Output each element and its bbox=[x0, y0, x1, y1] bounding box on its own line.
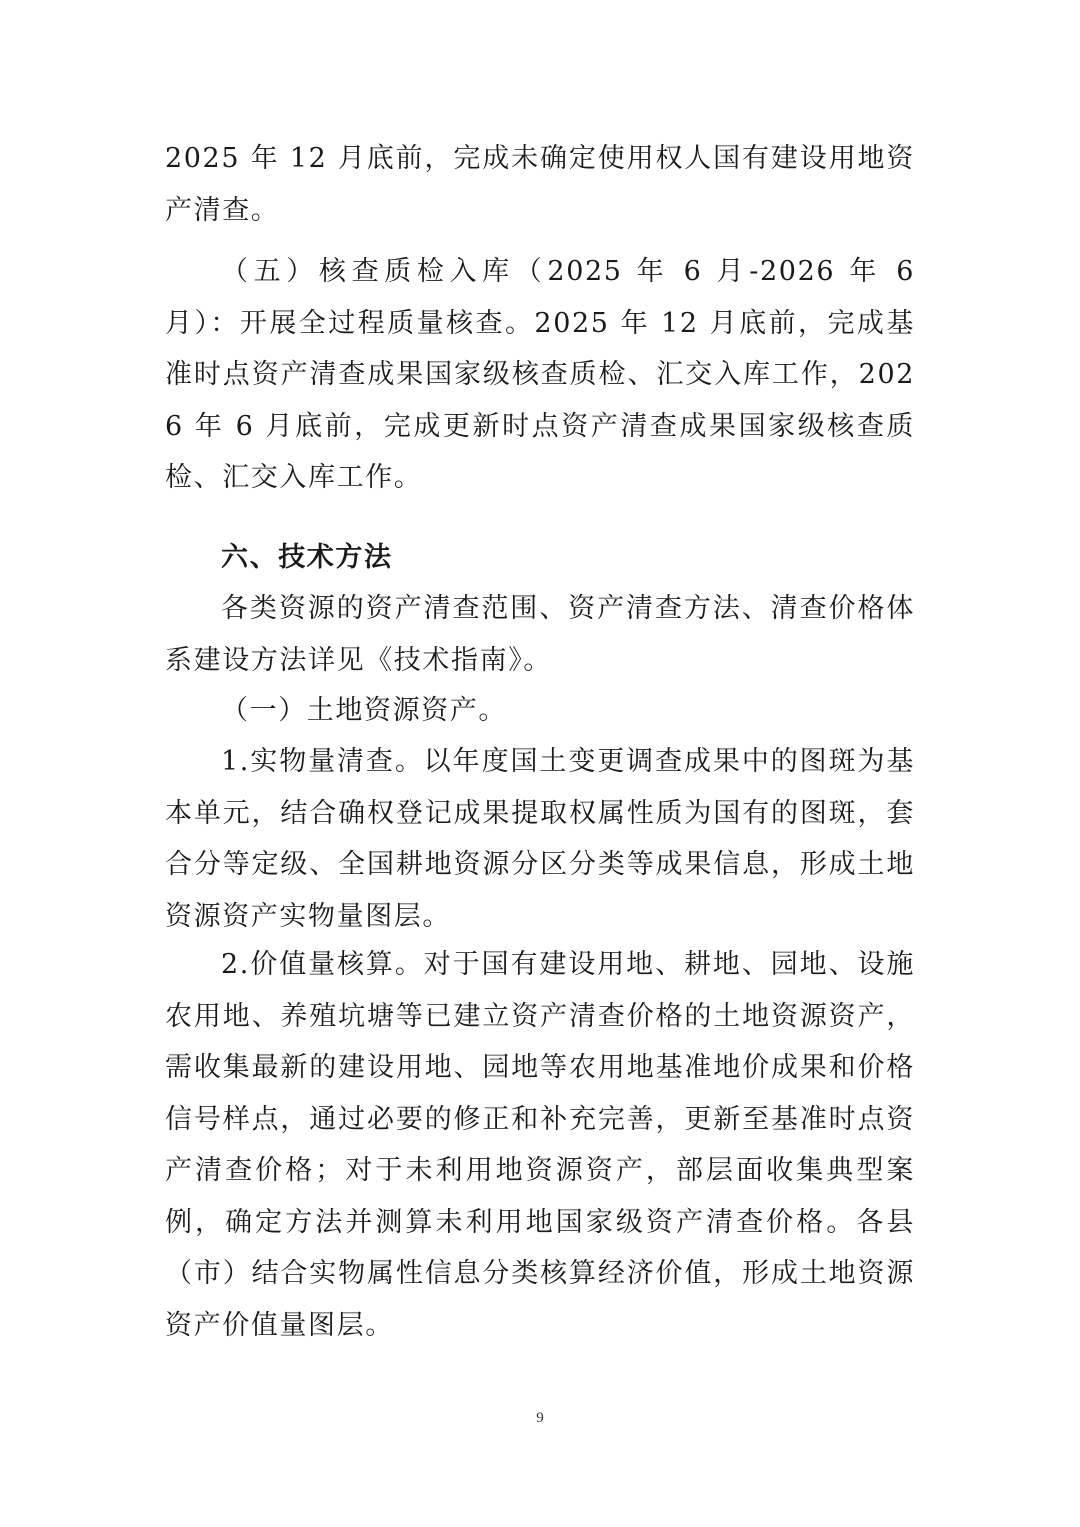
subheading-land-resources: （一）土地资源资产。 bbox=[221, 695, 507, 726]
paragraph-physical-inventory: 1.实物量清查。以年度国土变更调查成果中的图斑为基本单元，结合确权登记成果提取权属性质为国有的图斑，套合分等定级、全国耕地资源分区分类等成果信息，形成土地资源资产实物量图层。 bbox=[165, 746, 915, 932]
paragraph-technical-guide: 各类资源的资产清查范围、资产清查方法、清查价格体系建设方法详见《技术指南》。 bbox=[165, 593, 915, 676]
section-heading-technical-methods: 六、技术方法 bbox=[221, 542, 393, 573]
paragraph-land-asset-deadline: 2025 年 12 月底前，完成未确定使用权人国有建设用地资产清查。 bbox=[165, 143, 915, 226]
paragraph-quality-check: （五）核查质检入库（2025 年 6 月-2026 年 6 月）：开展全过程质量核查。2025 年 12 月底前，完成基准时点资产清查成果国家级核查质检、汇交入库工作，2026 年 6 月底前，完成更新时点资产清查成果国家级核查质检、汇交入库工作。 bbox=[165, 256, 915, 493]
paragraph-value-accounting: 2.价值量核算。对于国有建设用地、耕地、园地、设施农用地、养殖坑塘等已建立资产清查价格的土地资源资产，需收集最新的建设用地、园地等农用地基准地价成果和价格信号样点，通过必要的修正和补充完善，更新至基准时点资产清查价格；对于未利用地资源资产，部层面收集典型案例，确定方法并测算未利用地国家级资产清查价格。各县（市）结合实物属性信息分类核算经济价值，形成土地资源资产价值量图层。 bbox=[165, 949, 915, 1341]
page-number: 9 bbox=[536, 1410, 544, 1426]
